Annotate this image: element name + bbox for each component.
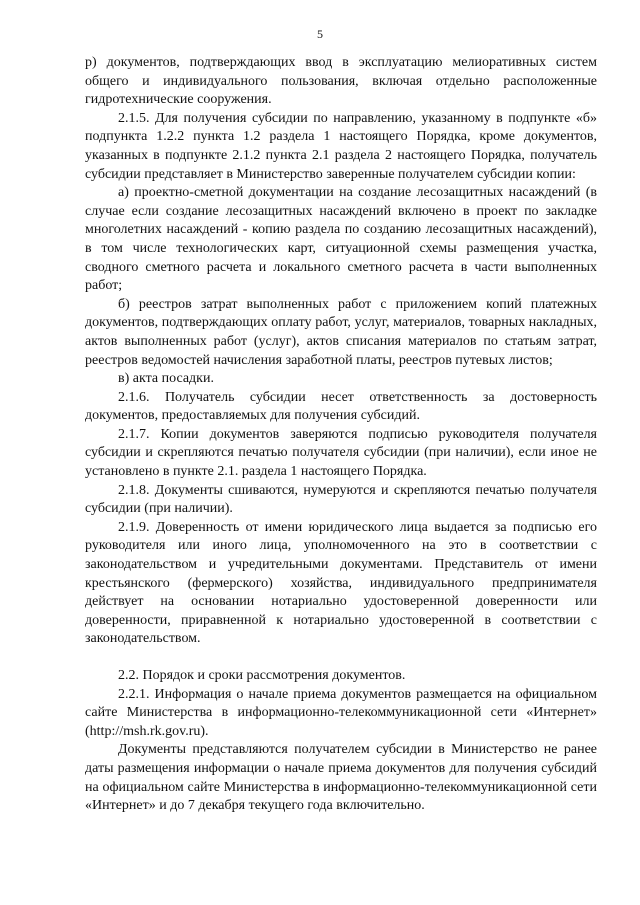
paragraph-2-2-1: 2.2.1. Информация о начале приема документов размещается на официальном сайте Министерства в информационно-телекоммуникационной сети «Интернет» (http://msh.rk.gov.ru). <box>85 686 597 739</box>
paragraph-documents-deadline: Документы представляются получателем субсидии в Министерство не ранее даты размещения информации о начале приема документов для получения субсидий на официальном сайте Министерства в информационно-телекоммуникационной сети «Интернет» и до 7 декабря текущего года включительно. <box>85 742 597 814</box>
page-number: 5 <box>317 27 323 41</box>
paragraph-item-b: б) реестров затрат выполненных работ с приложением копий платежных документов, подтверждающих оплату работ, услуг, материалов, товарных накладных, актов выполненных работ (услуг), актов списания материалов по статьям затрат, реестров ведомостей начисления заработной платы, реестров путевых листов; <box>85 296 597 368</box>
paragraph-item-a: а) проектно-сметной документации на создание лесозащитных насаждений (в случае если создание лесозащитных насаждений включено в проект по закладке многолетних насаждений - копию раздела по созданию лесозащитных насаждений), в том числе технологических карт, ситуационной схемы размещения участка, сводного сметного расчета и локального сметного расчета в части выполненных работ; <box>85 185 597 294</box>
paragraph-2-1-6: 2.1.6. Получатель субсидии несет ответственность за достоверность документов, предоставляемых для получения субсидий. <box>85 389 597 424</box>
document-body <box>85 54 597 816</box>
paragraph-2-1-8: 2.1.8. Документы сшиваются, нумеруются и скрепляются печатью получателя субсидии (при наличии). <box>85 482 597 517</box>
paragraph-2-1-7: 2.1.7. Копии документов заверяются подписью руководителя получателя субсидии и скрепляются печатью получателя субсидии (при наличии), если иное не установлено в пункте 2.1. раздела 1 настоящего Порядка. <box>85 426 597 480</box>
paragraph-2-1-9: 2.1.9. Доверенность от имени юридического лица выдается за подписью его руководителя или иного лица, уполномоченного на это в соответствии с законодательством и учредительными документами. Представитель от имени крестьянского (фермерского) хозяйства, индивидуального предпринимателя действует на основании нотариально удостоверенной доверенности или доверенности, приравненной к нотариально удостоверенной в соответствии с законодательством. <box>85 519 597 647</box>
paragraph-2-1-5: 2.1.5. Для получения субсидии по направлению, указанному в подпункте «б» подпункта 1.2.2 пункта 1.2 раздела 1 настоящего Порядка, кроме документов, указанных в подпункте 2.1.2 пункта 2.1 раздела 2 настоящего Порядка, получатель субсидии представляет в Министерство заверенные получателем субсидии копии: <box>85 110 597 182</box>
paragraph-item-r: р) документов, подтверждающих ввод в эксплуатацию мелиоративных систем общего и индивидуального пользования, включая отдельно расположенные гидротехнические сооружения. <box>85 55 597 108</box>
paragraph-item-v: в) акта посадки. <box>118 371 214 387</box>
section-heading-2-2: 2.2. Порядок и сроки рассмотрения документов. <box>118 668 406 683</box>
